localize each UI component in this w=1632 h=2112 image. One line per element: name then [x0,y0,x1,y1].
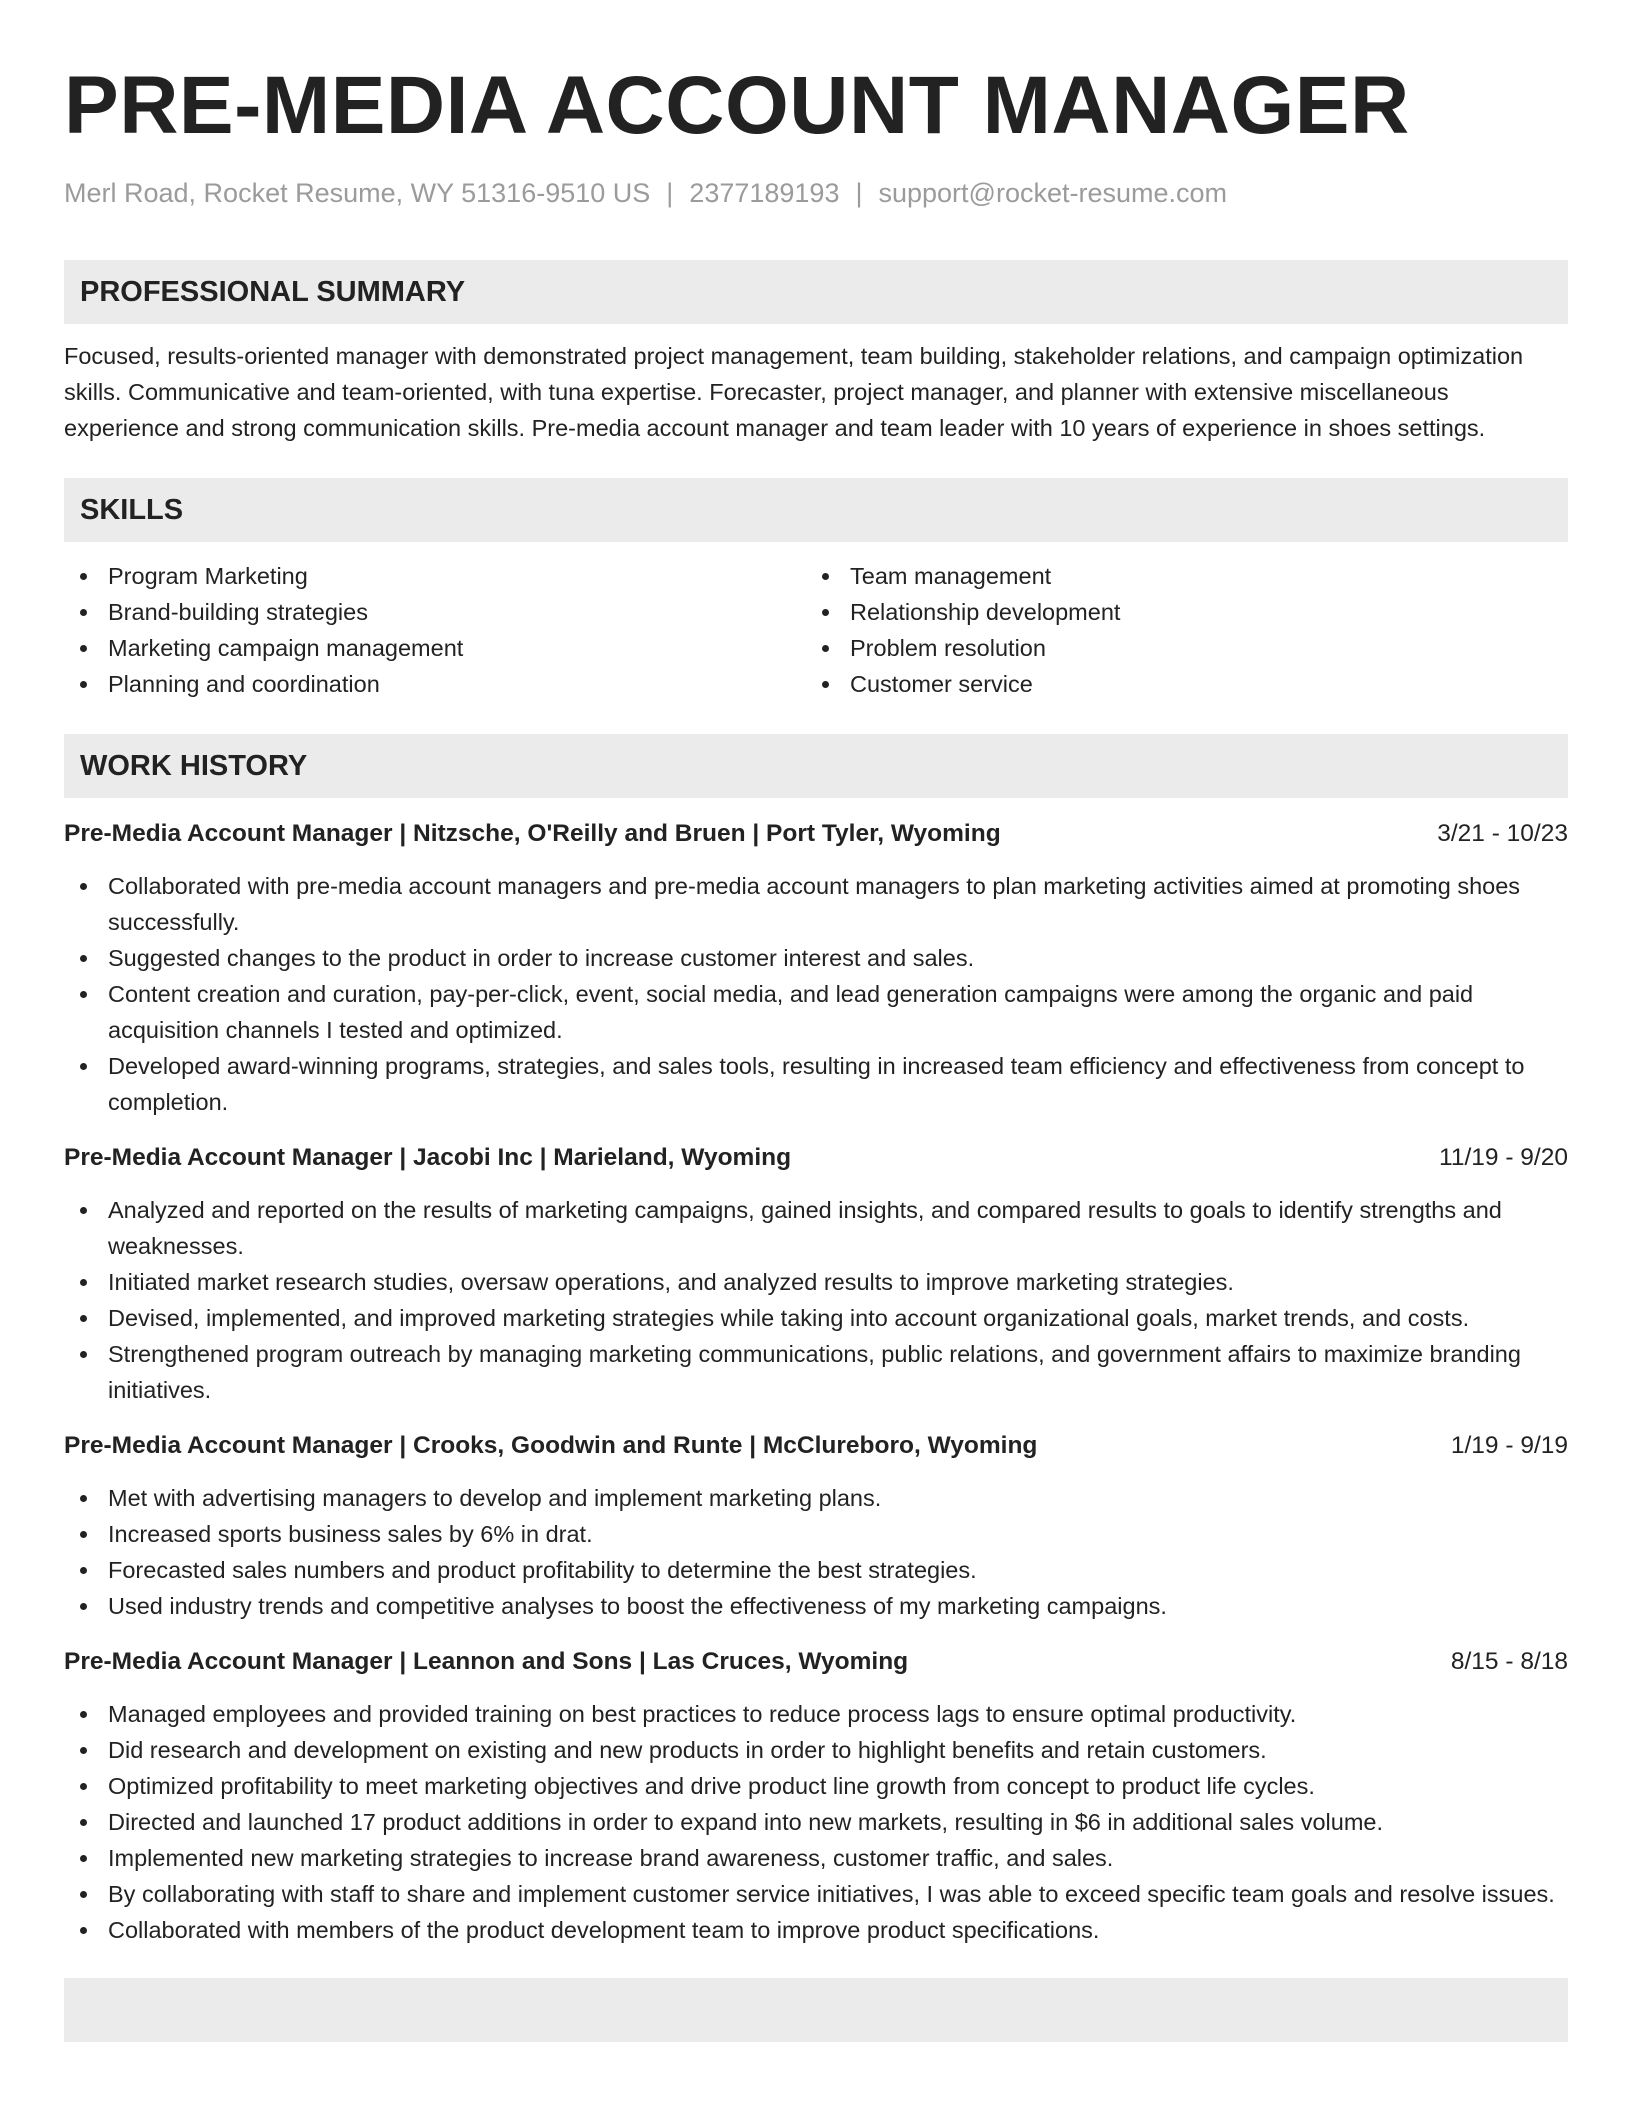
job-bullet: Optimized profitability to meet marketing objectives and drive product line growth from concept to product life cycles. [64,1768,1568,1804]
contact-line [64,176,1568,210]
skill-item: Customer service [806,666,1548,702]
job-header [64,1140,1568,1176]
skill-item: Brand-building strategies [64,594,806,630]
job-bullet: Developed award-winning programs, strategies, and sales tools, resulting in increased team efficiency and effectiveness from concept to completion. [64,1048,1568,1120]
job-bullet: Implemented new marketing strategies to increase brand awareness, customer traffic, and sales. [64,1840,1568,1876]
skills-column-right [806,558,1548,702]
job-bullet: Strengthened program outreach by managing marketing communications, public relations, and government affairs to maximize branding initiatives. [64,1336,1568,1408]
job-bullet: Managed employees and provided training on best practices to reduce process lags to ensure optimal productivity. [64,1696,1568,1732]
job-bullets [64,1192,1568,1408]
job-bullet: Forecasted sales numbers and product profitability to determine the best strategies. [64,1552,1568,1588]
job-bullet: Devised, implemented, and improved marketing strategies while taking into account organizational goals, market trends, and costs. [64,1300,1568,1336]
job-bullet: Initiated market research studies, oversaw operations, and analyzed results to improve marketing strategies. [64,1264,1568,1300]
job-header [64,1644,1568,1680]
job-bullet: Increased sports business sales by 6% in drat. [64,1516,1568,1552]
job-dates: 8/15 - 8/18 [1450,1648,1568,1675]
job-bullet: Collaborated with members of the product development team to improve product specifications. [64,1912,1568,1948]
next-section-header [64,1978,1568,2042]
summary-section-header: PROFESSIONAL SUMMARY [64,260,1568,324]
resume-page [64,0,1568,2042]
job-bullet: Suggested changes to the product in order to increase customer interest and sales. [64,940,1568,976]
job-bullet: Directed and launched 17 product additions in order to expand into new markets, resulting in $6 in additional sales volume. [64,1804,1568,1840]
skill-item: Relationship development [806,594,1548,630]
job-entry [64,1428,1568,1624]
skill-item: Planning and coordination [64,666,806,702]
job-bullet: Collaborated with pre-media account managers and pre-media account managers to plan marketing activities aimed at promoting shoes successfully. [64,868,1568,940]
job-header [64,1428,1568,1464]
skill-item: Program Marketing [64,558,806,594]
contact-email: support@rocket-resume.com [878,178,1228,208]
job-bullet: Did research and development on existing and new products in order to highlight benefits and retain customers. [64,1732,1568,1768]
contact-address: Merl Road, Rocket Resume, WY 51316-9510 US [64,178,651,208]
job-bullet: Met with advertising managers to develop and implement marketing plans. [64,1480,1568,1516]
job-dates: 1/19 - 9/19 [1450,1432,1568,1459]
job-title: Pre-Media Account Manager | Nitzsche, O'Reilly and Bruen | Port Tyler, Wyoming [64,820,1001,847]
job-title: Pre-Media Account Manager | Leannon and Sons | Las Cruces, Wyoming [64,1648,909,1675]
job-bullet: By collaborating with staff to share and implement customer service initiatives, I was able to exceed specific team goals and resolve issues. [64,1876,1568,1912]
contact-phone: 2377189193 [689,178,840,208]
skills-section-header: SKILLS [64,478,1568,542]
resume-name: PRE-MEDIA ACCOUNT MANAGER [64,60,1410,151]
skill-item: Marketing campaign management [64,630,806,666]
job-title: Pre-Media Account Manager | Jacobi Inc | Marieland, Wyoming [64,1144,792,1171]
job-bullets [64,868,1568,1120]
job-header [64,816,1568,852]
job-bullets [64,1480,1568,1624]
skills-list [64,558,1568,702]
skill-item: Problem resolution [806,630,1548,666]
summary-text: Focused, results-oriented manager with demonstrated project management, team building, stakeholder relations, and campaign optimization skills. Communicative and team-oriented, with tuna expertise. Forecaster, project manager, and planner with extensive miscellaneous experience and strong communication skills. Pre-media account manager and team leader with 10 years of experience in shoes settings. [64,343,1524,441]
job-bullet: Content creation and curation, pay-per-click, event, social media, and lead generation campaigns were among the organic and paid acquisition channels I tested and optimized. [64,976,1568,1048]
job-entry [64,816,1568,1120]
contact-separator: | [666,178,674,208]
work-history-section-header: WORK HISTORY [64,734,1568,798]
contact-separator: | [855,178,863,208]
job-entry [64,1140,1568,1408]
job-dates: 11/19 - 9/20 [1439,1144,1568,1171]
job-bullets [64,1696,1568,1948]
skill-item: Team management [806,558,1548,594]
job-entry [64,1644,1568,1948]
skills-column-left [64,558,806,702]
job-bullet: Analyzed and reported on the results of marketing campaigns, gained insights, and compared results to goals to identify strengths and weaknesses. [64,1192,1568,1264]
job-dates: 3/21 - 10/23 [1437,820,1568,847]
job-title: Pre-Media Account Manager | Crooks, Goodwin and Runte | McClureboro, Wyoming [64,1432,1038,1459]
job-bullet: Used industry trends and competitive analyses to boost the effectiveness of my marketing campaigns. [64,1588,1568,1624]
